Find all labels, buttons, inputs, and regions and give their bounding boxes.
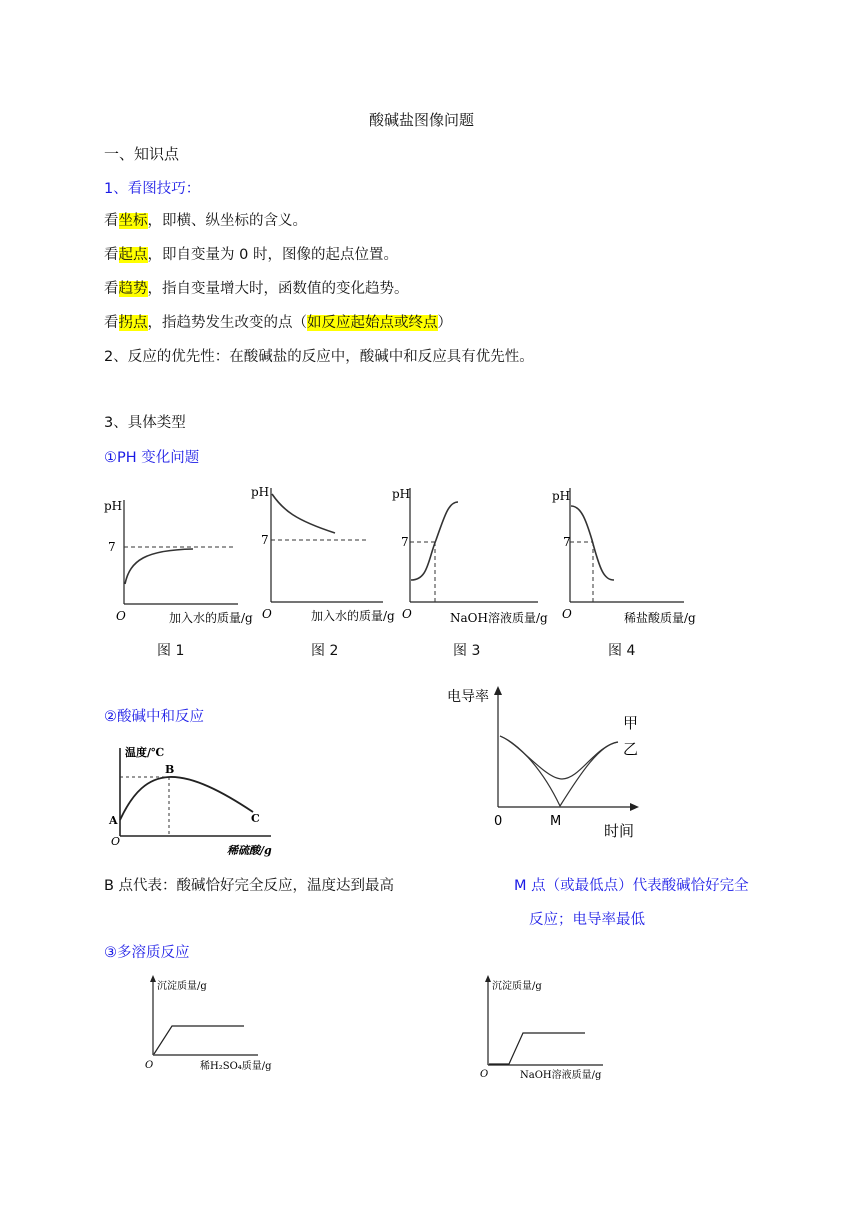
precipitate-line — [489, 1033, 585, 1064]
y-axis-arrow-icon — [485, 975, 491, 982]
y-axis-label: pH — [104, 499, 123, 513]
precipitate-line — [154, 1026, 244, 1054]
precipitate-chart-right — [475, 975, 635, 1081]
x-axis-label: 稀H₂SO₄质量/g — [200, 1061, 272, 1072]
y-axis-label: pH — [251, 485, 270, 499]
point-b-label: B — [165, 763, 175, 776]
tip-prefix: 看 — [104, 247, 119, 263]
series-jia-label: 甲 — [623, 714, 639, 732]
y-axis-arrow-icon — [150, 975, 156, 982]
tip-line-axes — [104, 211, 307, 231]
ph-figure-3 — [388, 480, 548, 625]
y-axis-label: pH — [392, 487, 411, 501]
figure-caption-4: 图 4 — [608, 643, 636, 659]
tip-prefix: 看 — [104, 315, 119, 331]
x-axis-label: 加入水的质量/g — [311, 609, 395, 623]
origin-label: O — [145, 1060, 154, 1071]
series-yi-curve — [500, 736, 618, 779]
origin-label: O — [562, 607, 572, 621]
ph-curve — [125, 549, 193, 584]
point-a-label: A — [109, 814, 118, 827]
page-title: 酸碱盐图像问题 — [369, 111, 475, 129]
x-axis-label: 时间 — [604, 822, 635, 840]
x-axis-arrow-icon — [630, 803, 639, 811]
tip-text: ，指自变量增大时，函数值的变化趋势。 — [147, 281, 409, 297]
tip-text: ，即横、纵坐标的含义。 — [147, 213, 307, 229]
x-axis-label: 加入水的质量/g — [169, 611, 253, 625]
ph-figure-2 — [245, 480, 395, 623]
level-7-label: 7 — [261, 533, 269, 547]
ph-curve — [272, 494, 335, 533]
origin-label: O — [111, 835, 121, 848]
ph-curve — [411, 502, 458, 580]
priority-line: 2、反应的优先性：在酸碱盐的反应中，酸碱中和反应具有优先性。 — [104, 349, 534, 365]
tip-highlight-example: 如反应起始点或终点 — [307, 315, 438, 331]
tip-prefix: 看 — [104, 213, 119, 229]
tip-text: ，指趋势发生改变的点（ — [147, 315, 307, 331]
x-axis-label: 稀盐酸质量/g — [624, 611, 696, 625]
origin-label: O — [262, 607, 272, 621]
temperature-curve — [120, 777, 253, 820]
m-point-note-line2: 反应；电导率最低 — [529, 912, 645, 928]
ph-curve — [571, 506, 614, 580]
tip-highlight: 起点 — [118, 247, 148, 263]
m-point-note-line1: M 点（或最低点）代表酸碱恰好完全 — [514, 878, 749, 894]
x-axis-label: 稀硫酸/g — [227, 844, 272, 857]
point-m-label: M — [550, 814, 562, 829]
tip-highlight: 拐点 — [118, 315, 148, 331]
ph-figure-4 — [546, 480, 696, 625]
temperature-chart — [103, 742, 283, 862]
origin-label: O — [116, 609, 126, 623]
b-point-note: B 点代表：酸碱恰好完全反应，温度达到最高 — [104, 878, 395, 894]
y-axis-label: 沉淀质量/g — [157, 981, 207, 992]
x-axis-label: NaOH溶液质量/g — [520, 1070, 602, 1081]
conductivity-chart — [440, 684, 640, 844]
origin-label: 0 — [494, 814, 503, 829]
tip-highlight: 趋势 — [118, 281, 148, 297]
y-axis-label: 沉淀质量/g — [492, 981, 542, 992]
level-7-label: 7 — [108, 540, 116, 554]
tip-text-end: ） — [437, 315, 452, 331]
tip-line-inflection — [104, 313, 452, 333]
figure-caption-3: 图 3 — [453, 643, 481, 659]
tip-text: ，即自变量为 0 时，图像的起点位置。 — [147, 247, 398, 263]
figure-caption-1: 图 1 — [157, 643, 185, 659]
tip-line-start — [104, 245, 398, 265]
origin-label: O — [480, 1069, 489, 1080]
tip-prefix: 看 — [104, 281, 119, 297]
series-jia-curve — [500, 736, 618, 806]
tip-line-trend — [104, 279, 409, 299]
tip-highlight: 坐标 — [118, 213, 148, 229]
figure-caption-2: 图 2 — [311, 643, 339, 659]
x-axis-label: NaOH溶液质量/g — [450, 611, 548, 625]
level-7-label: 7 — [563, 535, 571, 549]
ph-figure-1 — [98, 492, 253, 625]
ph-section-heading: ①PH 变化问题 — [104, 450, 200, 466]
y-axis-arrow-icon — [494, 686, 502, 695]
y-axis-label: pH — [552, 489, 571, 503]
types-heading: 3、具体类型 — [104, 415, 186, 431]
section-heading-knowledge: 一、知识点 — [104, 145, 180, 163]
point-c-label: C — [251, 812, 260, 825]
precipitate-chart-left — [140, 975, 300, 1075]
origin-label: O — [402, 607, 412, 621]
tips-heading: 1、看图技巧： — [104, 181, 201, 197]
multi-section-heading: ③多溶质反应 — [104, 945, 190, 961]
y-axis-label: 电导率 — [447, 689, 489, 705]
y-axis-label: 温度/℃ — [125, 746, 165, 759]
series-yi-label: 乙 — [623, 740, 639, 758]
level-7-label: 7 — [401, 535, 409, 549]
neutral-section-heading: ②酸碱中和反应 — [104, 709, 204, 725]
